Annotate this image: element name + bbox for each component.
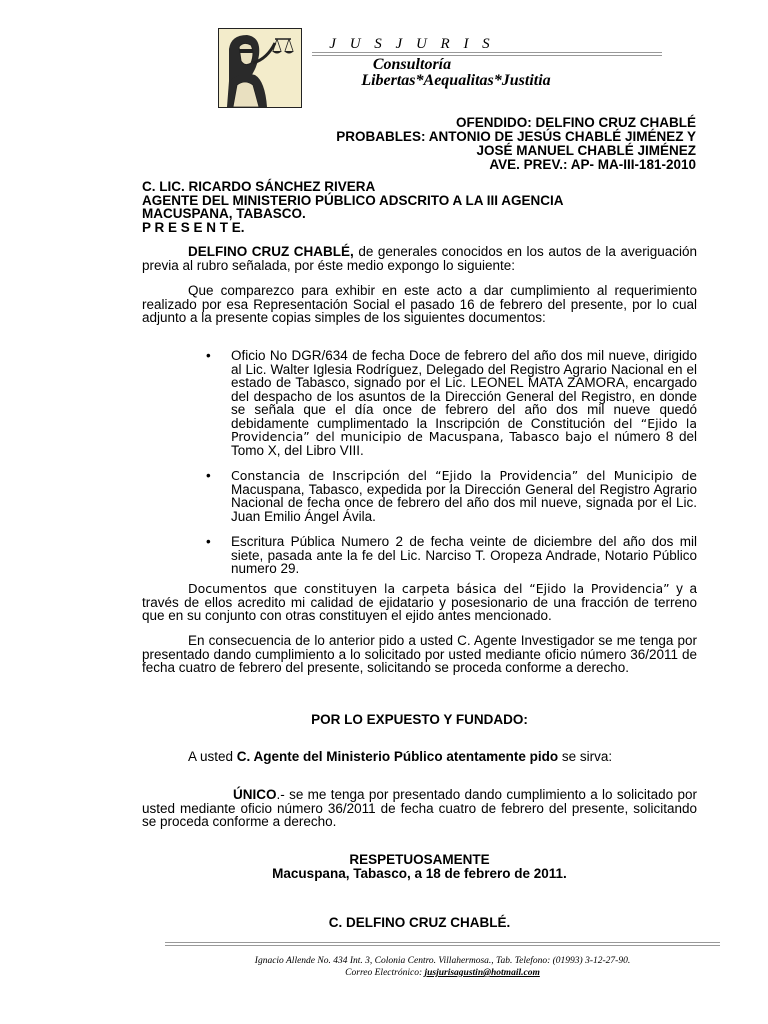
declarant-name: DELFINO CRUZ CHABLÉ, [188,244,354,259]
signature-name: C. DELFINO CRUZ CHABLÉ. [328,915,511,930]
bullet-icon: • [206,348,211,363]
section-heading: POR LO EXPUESTO Y FUNDADO: [311,712,528,727]
document-text-cont: del “Ejido la Providencia” del municipio de Macuspana, Tabasco bajo el [231,415,697,444]
lady-justice-logo [218,28,302,108]
paragraph-petition-text: En consecuencia de lo anterior pido a usted C. Agente Investigador se me tenga por presentado dando cumplimiento a lo solicitado por usted mediante oficio número 36/2011 de fecha cuatro de febrero del presente, solicitando se proceda conforme a derecho. [142,633,697,675]
unico-text: .- se me tenga por presentado dando cumplimiento a lo solicitado por usted mediante oficio número 36/2011 de fecha cuatro de febrero del presente, solicitando se proceda conforme a derecho. [142,787,697,829]
bullet-icon: • [206,534,211,549]
paragraph-request [142,284,697,325]
footer-divider [165,942,720,946]
footer-email-line [165,967,720,979]
documents-list [206,349,697,576]
brand-name: J U S J U R I S [329,36,495,52]
footer-email-link[interactable]: jusjurisagustin@hotmail.com [424,968,540,978]
document-text: Oficio No DGR/634 de fecha Doce de febrero del año dos mil nueve, dirigido al Lic. Walter Iglesia Rodríguez, Delegado del Registro Agrario Nacional en el estado de Tabasco, signado por el Lic. LEONEL MATA ZAMORA, encargado del despacho de los asuntos de la Dirección General del Registro, en donde se señala que el día once de febrero del año dos mil nueve quedó debidamente cumplimentado la Inscripción de Constitución [231,348,697,431]
list-item [206,349,697,457]
paragraph-petition [142,634,697,675]
paragraph-request-text: Que comparezco para exhibir en este acto a dar cumplimiento al requerimiento realizado por esa Representación Social el pasado 16 de febrero del presente, por lo cual adjunto a la presente copias simples de los siguientes documentos: [142,283,697,325]
request-bold: C. Agente del Ministerio Público atentamente pido [236,749,559,764]
addressee-office: AGENTE DEL MINISTERIO PÚBLICO ADSCRITO A LA III AGENCIA [142,192,564,208]
document-text-end: número 8 del Tomo X, del Libro VIII. [231,429,697,458]
addressee-presente: P R E S E N T E. [142,219,245,235]
list-item [206,535,697,576]
paragraph-documents [142,582,697,623]
list-item [206,469,697,523]
closing-place-date: Macuspana, Tabasco, a 18 de febrero de 2011. [272,866,567,881]
addressee-location: MACUSPANA, TABASCO. [142,206,306,221]
intro-paragraph [142,245,697,272]
brand-subtitle: Consultoría [372,56,452,73]
addressee-block [142,180,564,234]
footer-address: Ignacio Allende No. 434 Int. 3, Colonia Centro. Villahermosa., Tab. Telefono: (01993) 3-12-27-90. [254,956,631,966]
paragraph-documents-text-a: Documentos que constituyen la carpeta básica del “Ejido la Providencia” [188,581,670,596]
intro-text: de generales conocidos en los autos de la averiguación previa al rubro señalada, por éste medio expongo lo siguiente: [142,244,697,273]
document-text-cont: Macuspana, Tabasco, expedida por la Dirección General del Registro Agrario Nacional de fecha once de febrero del año dos mil nueve, signada por el Lic. Juan Emilio Ángel Ávila. [231,481,697,524]
case-probables: PROBABLES: ANTONIO DE JESÚS CHABLÉ JIMÉNEZ Y [336,129,696,144]
case-file-number: AVE. PREV.: AP- MA-III-181-2010 [489,157,696,172]
document-text: Constancia de Inscripción del “Ejido la Providencia” del Municipio de [231,468,697,483]
footer-email-label: Correo Electrónico: [345,968,425,978]
lady-justice-icon [219,29,301,107]
request-pre: A usted [188,749,237,764]
bullet-icon: • [206,468,211,483]
brand-motto: Libertas*Aequalitas*Justitia [361,72,551,89]
document-text: Escritura Pública Numero 2 de fecha veinte de diciembre del año dos mil siete, pasada ante la fe del Lic. Narciso T. Oropeza Andrade, Notario Público numero 29. [231,534,697,576]
paragraph-documents-text-b: y a través de ellos acredito mi calidad de ejidatario y posesionario de una fracción de terreno que en su conjunto con otras constituyen el ejido antes mencionado. [142,581,697,623]
addressee-name: C. LIC. RICARDO SÁNCHEZ RIVERA [142,179,376,194]
unico-paragraph [142,788,697,829]
case-offended: OFENDIDO: DELFINO CRUZ CHABLÉ [456,115,696,130]
unico-label: ÚNICO [233,787,277,802]
request-post: se sirva: [558,749,613,764]
case-probables-cont: JOSÉ MANUEL CHABLÉ JIMÉNEZ [476,143,696,158]
closing-salutation: RESPETUOSAMENTE [349,852,490,867]
request-line [142,750,697,764]
case-reference [336,116,696,172]
